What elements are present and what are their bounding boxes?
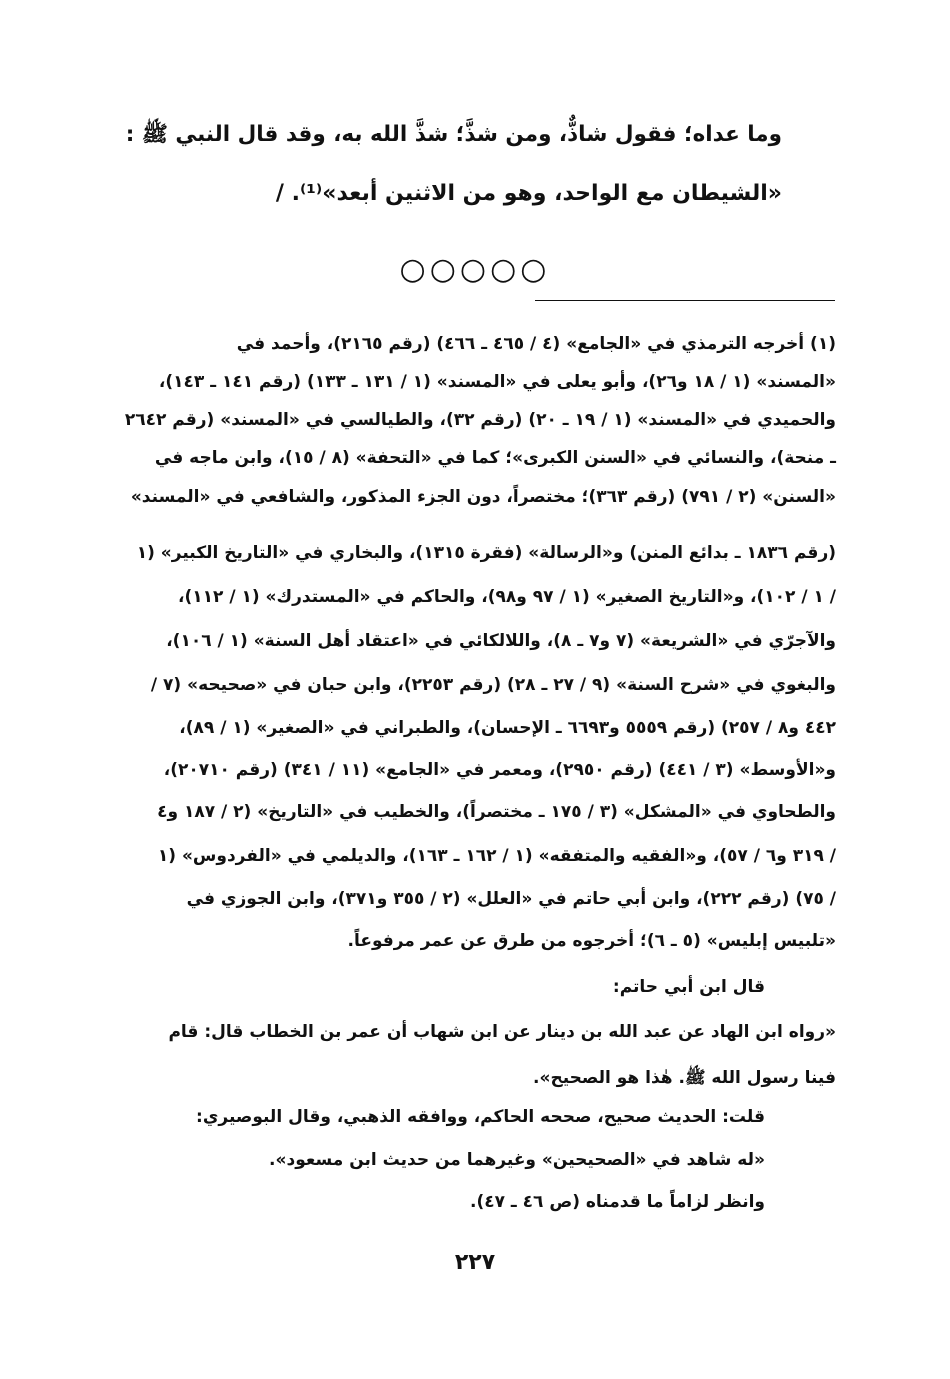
page-number: ٢٢٧ [454,1250,496,1275]
footnote-line: (رقم ١٨٣٦ ـ بدائع المنن) و«الرسالة» (فقرة ١٣١٥)، والبخاري في «التاريخ الكبير» (١ [136,543,836,563]
quote-line: «رواه ابن الهاد عن عبد الله بن دينار عن ابن شهاب أن عمر بن الخطاب قال: قام [168,1022,836,1042]
footnote-line: والبغوي في «شرح السنة» (٩ / ٢٧ ـ ٢٨) (رقم ٢٢٥٣)، وابن حبان في «صحيحه» (٧ / [150,675,836,695]
footnote-separator [535,300,835,301]
footnote-line: ٤٤٢ و٨ / ٢٥٧) (رقم ٥٥٥٩ و٦٦٩٣ ـ الإحسان)، والطبراني في «الصغير» (١ / ٨٩)، [179,718,836,738]
footnote-line: / ٣١٩ و٦ / ٥٧)، و«الفقيه والمتفقه» (١ / ١٦٢ ـ ١٦٣)، والديلمي في «الفردوس» (١ [157,846,836,866]
main-text-line-1: وما عداه؛ فقول شاذٌّ، ومن شذَّ؛ شذَّ الله به، وقد قال النبي ﷺ : [125,122,782,147]
footnote-line: ـ منحة)، والنسائي في «السنن الكبرى»؛ كما في «التحفة» (٨ / ١٥)، وابن ماجه في [154,448,836,468]
footnote-line: والآجرّي في «الشريعة» (٧ و٧ ـ ٨)، واللالكائي في «اعتقاد أهل السنة» (١ / ١٠٦)، [166,631,836,651]
footnote-line: (١) أخرجه الترمذي في «الجامع» (٤ / ٤٦٥ ـ ٤٦٦) (رقم ٢١٦٥)، وأحمد في [236,334,836,354]
footnote-line: «السنن» (٢ / ٧٩١) (رقم ٣٦٣)؛ مختصراً، دون الجزء المذكور، والشافعي في «المسند» [130,487,836,507]
commentary-line: قلت: الحديث صحيح، صححه الحاكم، ووافقه الذهبي، وقال البوصيري: [196,1107,765,1127]
quote-line: فينا رسول الله ﷺ. هٰذا هو الصحيح». [533,1068,836,1088]
footnote-line: والطحاوي في «المشكل» (٣ / ١٧٥ ـ مختصراً)، والخطيب في «التاريخ» (٢ / ١٨٧ و٤ [157,802,836,822]
footnote-line: / ٧٥) (رقم ٢٢٢)، وابن أبي حاتم في «العلل» (٢ / ٣٥٥ و٣٧١)، وابن الجوزي في [186,889,836,909]
commentary-line: وانظر لزاماً ما قدمناه (ص ٤٦ ـ ٤٧). [469,1192,765,1212]
footnote-line: والحميدي في «المسند» (١ / ١٩ ـ ٢٠) (رقم ٣٢)، والطيالسي في «المسند» (رقم ٢٦٤٢ [124,410,836,430]
footnote-line: و«الأوسط» (٣ / ٤٤١) (رقم ٢٩٥٠)، ومعمر في «الجامع» (١١ / ٣٤١) (رقم ٢٠٧١٠)، [163,760,836,780]
footnote-line: «تلبيس إبليس» (٥ ـ ٦)؛ أخرجوه من طرق عن عمر مرفوعاً. [347,931,836,951]
footnote-line: / ١ / ١٠٢)، و«التاريخ الصغير» (١ / ٩٧ و٩٨)، والحاكم في «المستدرك» (١ / ١١٢)، [178,587,836,607]
commentary-line: «له شاهد في «الصحيحين» وغيرهما من حديث ابن مسعود». [269,1150,765,1170]
footnote-line: «المسند» (١ / ١٨ و٢٦)، وأبو يعلى في «المسند» (١ / ١٣١ ـ ١٣٣) (رقم ١٤١ ـ ١٤٣)، [158,372,836,392]
main-text-line-2: «الشيطان مع الواحد، وهو من الاثنين أبعد»⁽¹⁾. / [275,181,782,206]
section-ornament: ○○○○○ [399,252,551,287]
quote-intro: قال ابن أبي حاتم: [612,977,765,997]
